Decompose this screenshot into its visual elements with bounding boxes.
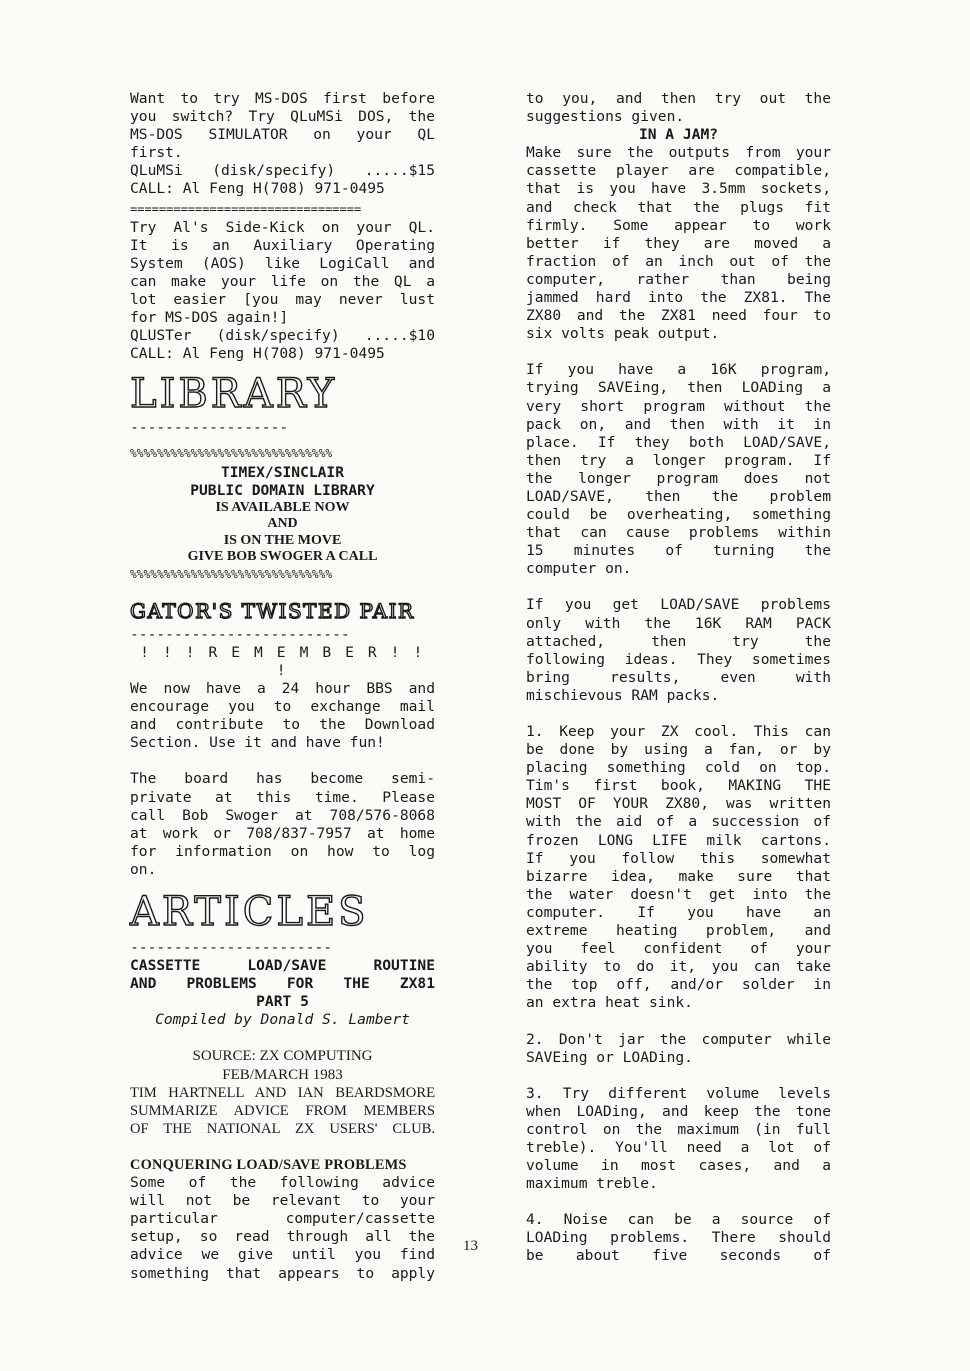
library-rule: ------------------: [130, 419, 289, 437]
source-line: FEB/MARCH 1983: [222, 1066, 343, 1083]
text-line: be done by using a fan, or by: [526, 741, 831, 759]
text-line: If you follow this somewhat: [526, 849, 831, 867]
text-line: at work or 708/837-7957 at home: [130, 824, 435, 842]
text-line: Some of the following advice: [130, 1174, 435, 1192]
text-line: place. If they both LOAD/SAVE,: [526, 433, 831, 451]
text-line: that can cause problems within: [526, 524, 831, 542]
text-line: when LOADing, and keep the tone: [526, 1102, 831, 1120]
text-line: Want to try MS-DOS first before: [130, 90, 435, 107]
paragraph: [526, 1211, 831, 1265]
qlumsi-ad: [130, 90, 435, 199]
double-rule: ================================: [130, 201, 362, 216]
text-line: SAVEing or LOADing.: [526, 1048, 693, 1066]
source-block: [130, 1047, 435, 1137]
percent-rule: %%%%%%%%%%%%%%%%%%%%%%%%%%%%%%: [130, 447, 333, 461]
library-line: TIMEX/SINCLAIR: [220, 463, 344, 481]
jam-heading: IN A JAM?: [638, 126, 719, 144]
library-line: GIVE BOB SWOGER A CALL: [187, 549, 378, 565]
text-line: bizarre idea, make sure that: [526, 867, 831, 885]
conquering-paragraph: [130, 1174, 435, 1283]
text-line: an extra heat sink.: [526, 994, 693, 1012]
text-line: and contribute to the Download: [130, 716, 435, 734]
gator-rule: -------------------------: [130, 625, 350, 643]
text-line: first.: [130, 144, 183, 162]
text-line: following ideas. They sometimes: [526, 650, 831, 668]
text-line: and check that the plugs fit: [526, 198, 831, 216]
text-line: If you have a 16K program,: [526, 361, 831, 379]
text-line: better if they are moved a: [526, 234, 831, 252]
left-column: [130, 90, 435, 1283]
text-line: computer. If you have an: [526, 903, 831, 921]
text-line: ZX80 and the ZX81 need four to: [526, 307, 831, 325]
paragraph: [526, 596, 831, 705]
text-line: It is an Auxiliary Operating: [130, 236, 435, 254]
text-line: to you, and then try out the: [526, 90, 831, 107]
contact-line: CALL: Al Feng H(708) 971-0495: [130, 180, 385, 198]
text-line: control on the maximum (in full: [526, 1120, 831, 1138]
bbs-paragraph: [130, 680, 435, 752]
text-line: The board has become semi-: [130, 770, 435, 788]
text-line: Make sure the outputs from your: [526, 144, 831, 162]
source-line: TIM HARTNELL AND IAN BEARDSMORE: [130, 1084, 435, 1101]
text-line: frozen LONG LIFE milk cartons.: [526, 831, 831, 849]
title-line: CASSETTE LOAD/SAVE ROUTINE: [130, 957, 435, 975]
paragraph: [526, 723, 831, 1013]
sidekick-ad: [130, 219, 435, 364]
text-line: encourage you to exchange mail: [130, 698, 435, 716]
text-line: trying SAVEing, then LOADing a: [526, 379, 831, 397]
text-line: for MS-DOS again!]: [130, 309, 289, 327]
source-line: OF THE NATIONAL ZX USERS' CLUB.: [130, 1120, 435, 1137]
text-line: fraction of an inch out of the: [526, 252, 831, 270]
text-line: System (AOS) like LogiCall and: [130, 254, 435, 272]
text-line: private at this time. Please: [130, 788, 435, 806]
text-line: very short program without the: [526, 397, 831, 415]
text-line: be about five seconds of: [526, 1247, 831, 1265]
text-line: pack on, and then with it in: [526, 415, 831, 433]
library-box: [130, 464, 435, 566]
text-line: you switch? Try QLuMSi DOS, the: [130, 108, 435, 126]
text-line: mischievous RAM packs.: [526, 686, 720, 704]
text-line: 2. Don't jar the computer while: [526, 1030, 831, 1048]
source-line: SOURCE: ZX COMPUTING: [192, 1048, 373, 1065]
text-line: 1. Keep your ZX cool. This can: [526, 723, 831, 740]
text-line: for information on how to log: [130, 842, 435, 860]
text-line: could be overheating, something: [526, 506, 831, 524]
source-line: SUMMARIZE ADVICE FROM MEMBERS: [130, 1102, 435, 1119]
text-line: that is you have 3.5mm sockets,: [526, 180, 831, 198]
right-column: [526, 90, 831, 1266]
text-line: bring results, even with: [526, 668, 831, 686]
text-line: MS-DOS SIMULATOR on your QL: [130, 126, 435, 144]
articles-heading: ARTICLES: [130, 889, 369, 935]
percent-rule: %%%%%%%%%%%%%%%%%%%%%%%%%%%%%%: [130, 567, 333, 581]
text-line: cassette player are compatible,: [526, 162, 831, 180]
board-paragraph: [130, 770, 435, 879]
text-line: call Bob Swoger at 708/576-8068: [130, 806, 435, 824]
gator-heading: GATOR'S TWISTED PAIR: [130, 598, 415, 623]
text-line: suggestions given.: [526, 108, 685, 126]
text-line: LOAD/SAVE, then the problem: [526, 487, 831, 505]
text-line: jammed hard into the ZX81. The: [526, 289, 831, 307]
title-line: AND PROBLEMS FOR THE ZX81: [130, 975, 435, 993]
text-line: then try a longer program. If: [526, 451, 831, 469]
text-line: maximum treble.: [526, 1175, 658, 1193]
paragraph: [526, 1031, 831, 1067]
text-line: Try Al's Side-Kick on your QL.: [130, 218, 435, 236]
text-line: on.: [130, 860, 157, 878]
byline: Compiled by Donald S. Lambert: [155, 1011, 410, 1029]
library-line: IS ON THE MOVE: [223, 532, 342, 548]
text-line: the top off, and/or solder in: [526, 976, 831, 994]
text-line: firmly. Some appear to work: [526, 216, 831, 234]
text-line: can make your life on the QL a: [130, 272, 435, 290]
text-line: six volts peak output.: [526, 325, 720, 343]
text-line: something that appears to apply: [130, 1264, 435, 1282]
text-line: placing something cold on top.: [526, 759, 831, 777]
text-line: attached, then try the: [526, 632, 831, 650]
conquering-heading: CONQUERING LOAD/SAVE PROBLEMS: [130, 1156, 407, 1173]
page-number: 13: [463, 1238, 478, 1254]
text-line: volume in most cases, and a: [526, 1157, 831, 1175]
text-line: Tim's first book, MAKING THE: [526, 777, 831, 795]
text-line: ability to do it, you can take: [526, 958, 831, 976]
text-line: 15 minutes of turning the: [526, 542, 831, 560]
article-title: [130, 957, 435, 1011]
library-heading: LIBRARY: [130, 371, 338, 418]
title-line: PART 5: [256, 993, 309, 1011]
articles-rule: -----------------------: [130, 939, 333, 956]
text-line: you feel confident of your: [526, 940, 831, 958]
text-line: particular computer/cassette: [130, 1210, 435, 1228]
text-line: extreme heating problem, and: [526, 922, 831, 940]
text-line: the longer program does not: [526, 469, 831, 487]
text-line: 3. Try different volume levels: [526, 1084, 831, 1102]
text-line: with the aid of a succession of: [526, 813, 831, 831]
price-line: QLUSTer (disk/specify) .....$10: [130, 327, 435, 345]
text-line: only with the 16K RAM PACK: [526, 614, 831, 632]
paragraph: [526, 361, 831, 578]
text-line: LOADing problems. There should: [526, 1229, 831, 1247]
price-line: QLuMSi (disk/specify) .....$15: [130, 162, 435, 180]
text-line: the water doesn't get into the: [526, 885, 831, 903]
text-line: advice we give until you find: [130, 1246, 435, 1264]
text-line: lot easier [you may never lust: [130, 290, 435, 308]
text-line: treble). You'll need a lot of: [526, 1138, 831, 1156]
library-line: IS AVAILABLE NOW: [215, 499, 350, 515]
text-line: If you get LOAD/SAVE problems: [526, 596, 831, 614]
text-line: computer on.: [526, 560, 632, 578]
library-line: AND: [267, 516, 298, 532]
text-line: Section. Use it and have fun!: [130, 734, 385, 752]
library-line: PUBLIC DOMAIN LIBRARY: [190, 481, 375, 499]
contact-line: CALL: Al Feng H(708) 971-0495: [130, 345, 385, 363]
remember-line: ! ! ! R E M E M B E R ! ! !: [140, 643, 425, 679]
text-line: computer, rather than being: [526, 270, 831, 288]
paragraph: [526, 144, 831, 343]
text-line: 4. Noise can be a source of: [526, 1211, 831, 1229]
text-line: setup, so read through all the: [130, 1228, 435, 1246]
paragraph: [526, 1085, 831, 1194]
text-line: MOST OF YOUR ZX80, was written: [526, 795, 831, 813]
text-line: will not be relevant to your: [130, 1192, 435, 1210]
text-line: We now have a 24 hour BBS and: [130, 680, 435, 698]
